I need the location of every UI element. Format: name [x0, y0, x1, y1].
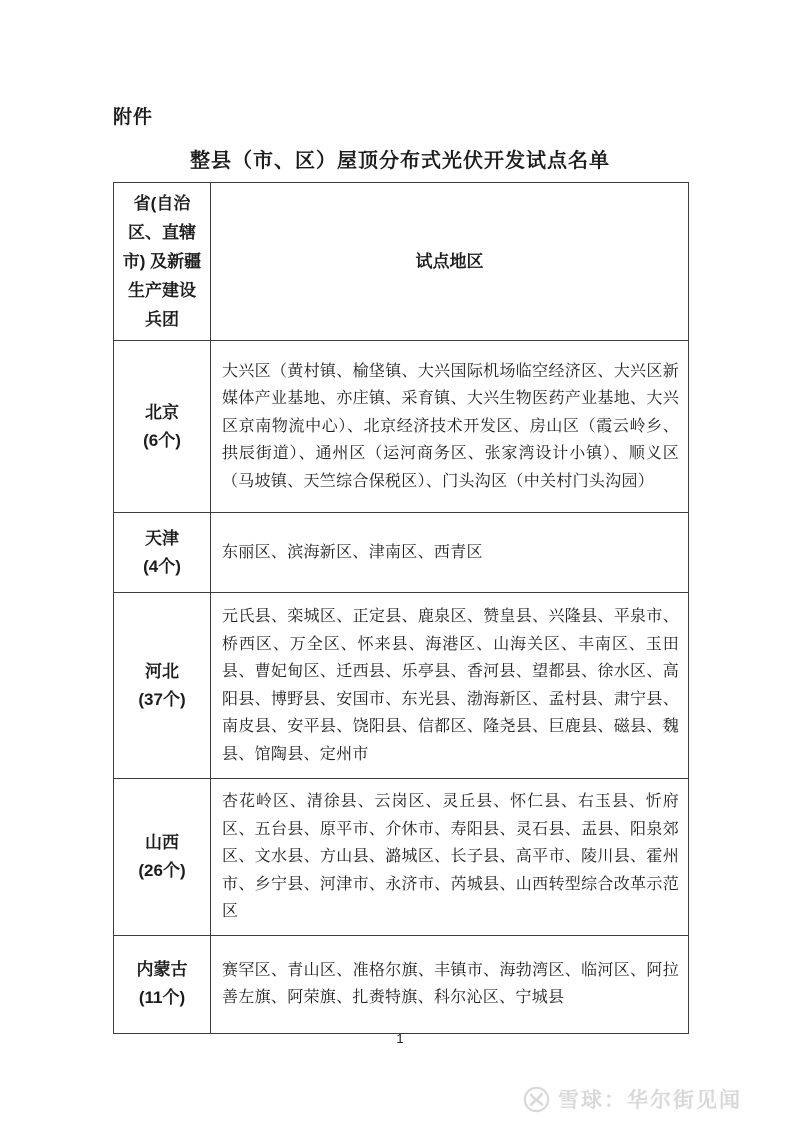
province-name: 山西: [145, 832, 179, 852]
province-cell: [114, 341, 211, 513]
watermark-text: 雪球：华尔街见闻: [558, 1089, 742, 1112]
province-name: 内蒙古: [136, 960, 188, 979]
province-count: (26个): [138, 860, 186, 880]
province-cell: [114, 935, 211, 1033]
watermark: [523, 1084, 742, 1114]
table-row: [114, 779, 689, 936]
page-number: 1: [396, 1031, 404, 1046]
province-name: 北京: [145, 402, 179, 422]
areas-cell: 大兴区（黄村镇、榆垡镇、大兴国际机场临空经济区、大兴区新媒体产业基地、亦庄镇、采育镇、大兴生物医药产业基地、大兴区京南物流中心）、北京经济技术开发区、房山区（霞云岭乡、拱辰街道）、通州区（运河商务区、张家湾设计小镇）、顺义区（马坡镇、天竺综合保税区）、门头沟区（中关村门头沟园）: [211, 341, 689, 513]
province-cell: [114, 593, 211, 779]
column-header-areas: 试点地区: [211, 183, 689, 341]
province-name: 天津: [145, 528, 179, 548]
table-row: [114, 341, 689, 513]
table-row: [114, 593, 689, 779]
attachment-label: 附件: [113, 107, 154, 128]
province-count: (37个): [138, 689, 186, 709]
areas-cell: 元氏县、栾城区、正定县、鹿泉区、赞皇县、兴隆县、平泉市、桥西区、万全区、怀来县、海港区、山海关区、丰南区、玉田县、曹妃甸区、迁西县、乐亭县、香河县、望都县、徐水区、高阳县、博野县、安国市、东光县、渤海新区、孟村县、肃宁县、南皮县、安平县、饶阳县、信都区、隆尧县、巨鹿县、磁县、魏县、馆陶县、定州市: [211, 593, 689, 779]
areas-cell: 杏花岭区、清徐县、云岗区、灵丘县、怀仁县、右玉县、忻府区、五台县、原平市、介休市、寿阳县、灵石县、盂县、阳泉郊区、文水县、方山县、潞城区、长子县、高平市、陵川县、霍州市、乡宁县、河津市、永济市、芮城县、山西转型综合改革示范区: [211, 779, 689, 936]
xueqiu-logo-icon: [523, 1086, 550, 1113]
pilot-areas-table: [113, 182, 689, 1034]
column-header-province: 省(自治区、直辖市) 及新疆生产建设兵团: [114, 183, 211, 341]
table-row: [114, 513, 689, 593]
page-title: 整县（市、区）屋顶分布式光伏开发试点名单: [190, 150, 610, 172]
table-header-row: [114, 183, 689, 341]
province-cell: [114, 513, 211, 593]
areas-cell: 东丽区、滨海新区、津南区、西青区: [211, 513, 689, 593]
table-row: [114, 935, 689, 1033]
province-count: (6个): [143, 430, 181, 450]
province-name: 河北: [145, 661, 179, 681]
province-count: (11个): [138, 988, 186, 1007]
areas-cell: 赛罕区、青山区、准格尔旗、丰镇市、海勃湾区、临河区、阿拉善左旗、阿荣旗、扎赉特旗、科尔沁区、宁城县: [211, 935, 689, 1033]
province-count: (4个): [143, 556, 181, 576]
province-cell: [114, 779, 211, 936]
